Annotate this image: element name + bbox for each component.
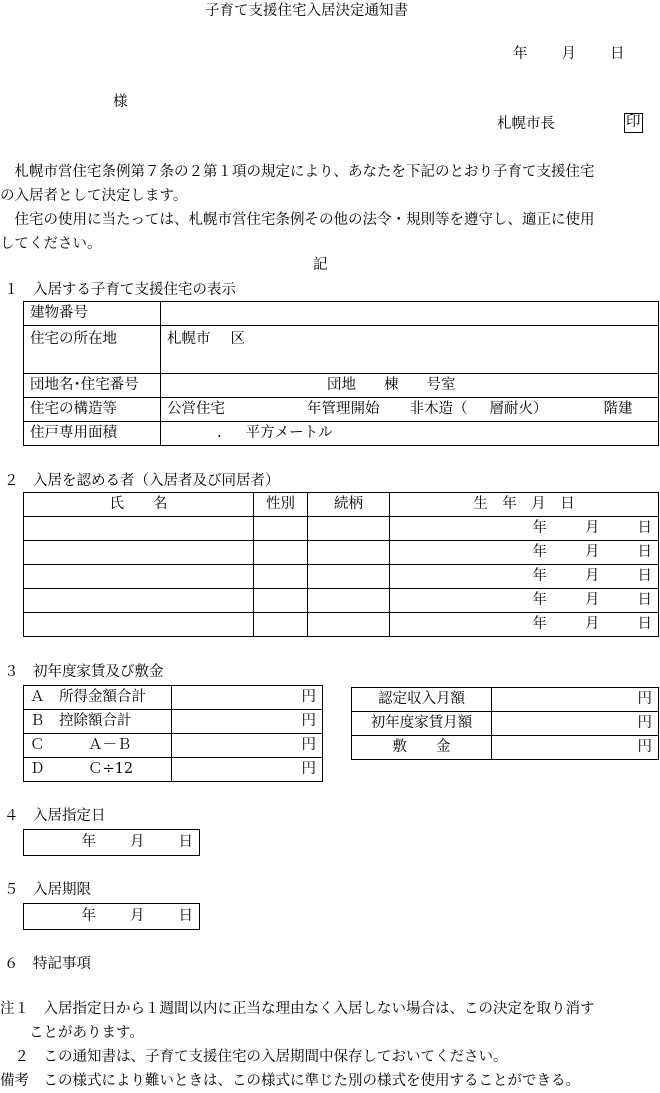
issuer: 札幌市長 [497,116,555,132]
mgmt-start-text: 年管理開始 [307,401,380,418]
resident-relation[interactable] [308,541,390,565]
value-complex[interactable] [161,374,659,398]
label-c-div-12: Ｄ Ｃ÷12 [24,758,172,782]
label-location: 住宅の所在地 [24,326,161,374]
rent-row-d [24,758,323,782]
addressee-suffix: 様 [113,94,128,110]
resident-sex[interactable] [254,613,308,637]
resident-row [24,541,659,565]
goushitsu-text: 号室 [426,377,456,394]
resident-relation[interactable] [308,565,390,589]
value-income-total[interactable]: 円 [172,686,323,710]
section6-heading: ６ 特記事項 [4,956,91,972]
value-area[interactable] [161,422,659,446]
resident-sex[interactable] [254,589,308,613]
resident-row [24,613,659,637]
value-location[interactable] [161,326,659,374]
area-dot: . [217,425,222,442]
resident-birth[interactable]: 年 月 日 [390,541,659,565]
label-area: 住戸専用面積 [24,422,161,446]
summary-row-income [352,688,659,712]
resident-relation[interactable] [308,517,390,541]
move-in-deadline-value[interactable]: 年 月 日 [24,904,200,930]
header-sex: 性別 [254,493,308,517]
label-deposit: 敷 金 [352,736,492,760]
rent-row-c [24,734,323,758]
move-in-date-value[interactable]: 年 月 日 [24,830,200,856]
date-day: 日 [610,46,625,62]
resident-relation[interactable] [308,589,390,613]
fireproof-text: 層耐火） [489,401,548,418]
resident-row [24,565,659,589]
value-certified-income[interactable]: 円 [492,688,659,712]
section4-heading: ４ 入居指定日 [4,808,106,824]
danchi-text: 団地 [327,377,356,394]
rent-row-b [24,710,323,734]
remark: 備考 この様式により難いときは、この様式に準じた別の様式を使用することができる。 [0,1073,580,1089]
move-in-deadline-box [23,903,200,930]
header-birth: 生 年 月 日 [390,493,659,517]
city-text: 札幌市 [167,331,211,347]
label-complex: 団地名･住宅番号 [24,374,161,398]
note1-line1: 注１ 入居指定日から１週間以内に正当な理由なく入居しない場合は、この決定を取り消す [0,1001,595,1017]
rent-summary-table [351,687,659,760]
value-a-minus-b[interactable]: 円 [172,734,323,758]
label-deduction-total: Ｂ 控除額合計 [24,710,172,734]
resident-birth[interactable]: 年 月 日 [390,589,659,613]
body-p1-line1: 札幌市営住宅条例第７条の２第１項の規定により、あなたを下記のとおり子育て支援住宅 [0,164,595,180]
label-certified-income: 認定収入月額 [352,688,492,712]
tou-text: 棟 [384,377,399,394]
resident-sex[interactable] [254,517,308,541]
rent-row-a [24,686,323,710]
resident-birth[interactable]: 年 月 日 [390,613,659,637]
residents-table [23,492,659,637]
summary-row-deposit [352,736,659,760]
floor-text: 階建 [603,401,633,418]
header-relation: 続柄 [308,493,390,517]
move-in-date-box [23,829,200,856]
body-text [0,160,660,256]
label-income-total: Ａ 所得金額合計 [24,686,172,710]
ward-text: 区 [230,331,245,347]
resident-name[interactable] [24,565,254,589]
row-complex [24,374,659,398]
non-wood-text: 非木造（ [409,401,468,418]
label-building-no: 建物番号 [24,302,161,326]
value-deduction-total[interactable]: 円 [172,710,323,734]
label-first-year-rent: 初年度家賃月額 [352,712,492,736]
value-deposit[interactable]: 円 [492,736,659,760]
label-a-minus-b: Ｃ Ａ－Ｂ [24,734,172,758]
note2: ２ この通知書は、子育て支援住宅の入居期間中保存しておいてください。 [0,1049,508,1065]
public-housing-text: 公営住宅 [167,401,225,418]
issue-date [513,47,625,62]
resident-birth[interactable]: 年 月 日 [390,565,659,589]
resident-relation[interactable] [308,613,390,637]
resident-row [24,589,659,613]
value-c-div-12[interactable]: 円 [172,758,323,782]
row-building-no [24,302,659,326]
body-p2-line2: してください。 [0,236,102,252]
date-year: 年 [513,46,528,62]
header-name: 氏 名 [24,493,254,517]
resident-birth[interactable]: 年 月 日 [390,517,659,541]
value-building-no[interactable] [161,302,659,326]
section5-heading: ５ 入居期限 [4,882,91,898]
ki-marker: 記 [313,257,328,273]
label-structure: 住宅の構造等 [24,398,161,422]
body-p2-line1: 住宅の使用に当たっては、札幌市営住宅条例その他の法令・規則等を遵守し、適正に使用 [0,212,595,228]
date-month: 月 [561,46,576,62]
section2-heading: ２ 入居を認める者（入居者及び同居者） [4,473,280,489]
note1-line2: ことがあります。 [0,1025,144,1041]
rent-calc-table [23,685,323,782]
residents-header-row [24,493,659,517]
resident-name[interactable] [24,541,254,565]
value-first-year-rent[interactable]: 円 [492,712,659,736]
resident-sex[interactable] [254,565,308,589]
row-area [24,422,659,446]
resident-name[interactable] [24,613,254,637]
resident-sex[interactable] [254,541,308,565]
summary-row-rent [352,712,659,736]
page-title: 子育て支援住宅入居決定通知書 [205,3,408,19]
section3-heading: ３ 初年度家賃及び敷金 [4,664,164,680]
value-structure[interactable] [161,398,659,422]
body-p1-line2: の入居者として決定します。 [0,188,188,204]
seal-mark: 印 [624,113,643,133]
notes [0,997,660,1093]
resident-name[interactable] [24,517,254,541]
row-structure [24,398,659,422]
housing-table [23,301,659,446]
section1-heading: １ 入居する子育て支援住宅の表示 [4,282,236,298]
resident-name[interactable] [24,589,254,613]
sqm-text: 平方メートル [245,425,333,442]
row-location [24,326,659,374]
resident-row [24,517,659,541]
